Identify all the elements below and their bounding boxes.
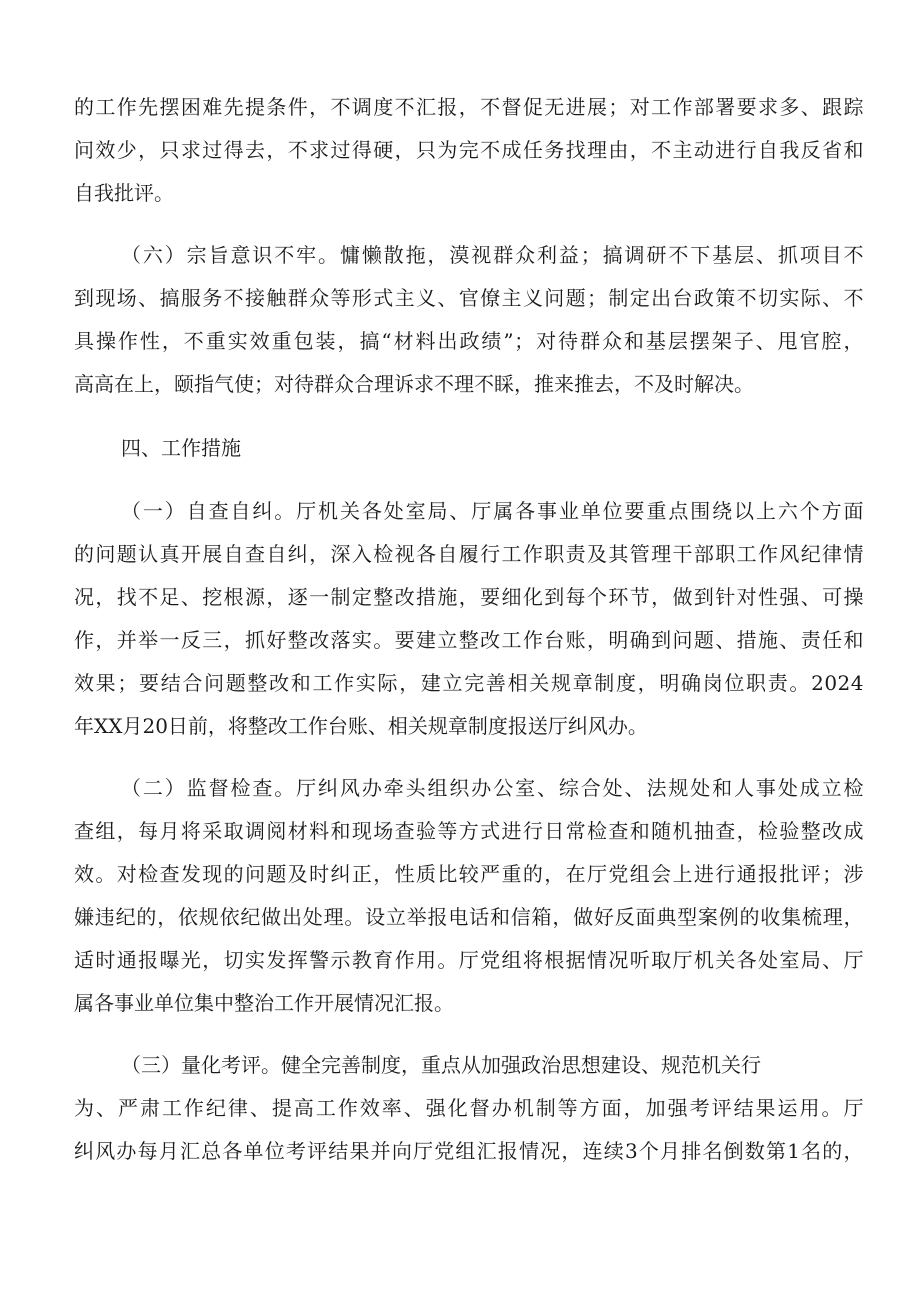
paragraph-line: 查组，每月将采取调阅材料和现场查验等方式进行日常检查和随机抽查，检验整改成: [74, 819, 864, 843]
paragraph-line: （六）宗旨意识不牢。慵懒散拖，漠视群众利益；搞调研不下基层、抓项目不: [121, 243, 864, 267]
section-heading: 四、工作措施: [121, 436, 241, 460]
paragraph-line: 的工作先摆困难先提条件，不调度不汇报，不督促无进展；对工作部署要求多、跟踪: [74, 95, 864, 119]
paragraph-line: （二）监督检查。厅纠风办牵头组织办公室、综合处、法规处和人事处成立检: [121, 776, 864, 800]
paragraph-line: （一）自查自纠。厅机关各处室局、厅属各事业单位要重点围绕以上六个方面: [121, 499, 864, 523]
paragraph-line: 具操作性，不重实效重包装，搞“材料出政绩”；对待群众和基层摆架子、甩官腔，: [74, 329, 864, 353]
paragraph-line: 纠风办每月汇总各单位考评结果并向厅党组汇报情况，连续3个月排名倒数第1名的，: [74, 1139, 864, 1163]
paragraph-line: 自我批评。: [74, 181, 174, 205]
paragraph-line: 效果；要结合问题整改和工作实际，建立完善相关规章制度，明确岗位职责。2024: [74, 671, 864, 695]
paragraph-line: 况，找不足、挖根源，逐一制定整改措施，要细化到每个环节，做到针对性强、可操: [74, 585, 864, 609]
paragraph-line: 为、严肃工作纪律、提高工作效率、强化督办机制等方面，加强考评结果运用。厅: [74, 1096, 864, 1120]
paragraph-line: 效。对检查发现的问题及时纠正，性质比较严重的，在厅党组会上进行通报批评；涉: [74, 862, 864, 886]
paragraph-line: 问效少，只求过得去，不求过得硬，只为完不成任务找理由，不主动进行自我反省和: [74, 138, 864, 162]
paragraph-line: 嫌违纪的，依规依纪做出处理。设立举报电话和信箱，做好反面典型案例的收集梳理，: [74, 905, 864, 929]
paragraph-line: （三）量化考评。健全完善制度，重点从加强政治思想建设、规范机关行: [121, 1053, 761, 1077]
paragraph-line: 属各事业单位集中整治工作开展情况汇报。: [74, 991, 454, 1015]
paragraph-line: 的问题认真开展自查自纠，深入检视各自履行工作职责及其管理干部职工作风纪律情: [74, 542, 864, 566]
paragraph-line: 适时通报曝光，切实发挥警示教育作用。厅党组将根据情况听取厅机关各处室局、厅: [74, 948, 864, 972]
paragraph-line: 高高在上，颐指气使；对待群众合理诉求不理不睬，推来推去，不及时解决。: [74, 372, 754, 396]
paragraph-line: 年XX月20日前，将整改工作台账、相关规章制度报送厅纠风办。: [74, 714, 648, 738]
paragraph-line: 作，并举一反三，抓好整改落实。要建立整改工作台账，明确到问题、措施、责任和: [74, 628, 864, 652]
paragraph-line: 到现场、搞服务不接触群众等形式主义、官僚主义问题；制定出台政策不切实际、不: [74, 286, 864, 310]
